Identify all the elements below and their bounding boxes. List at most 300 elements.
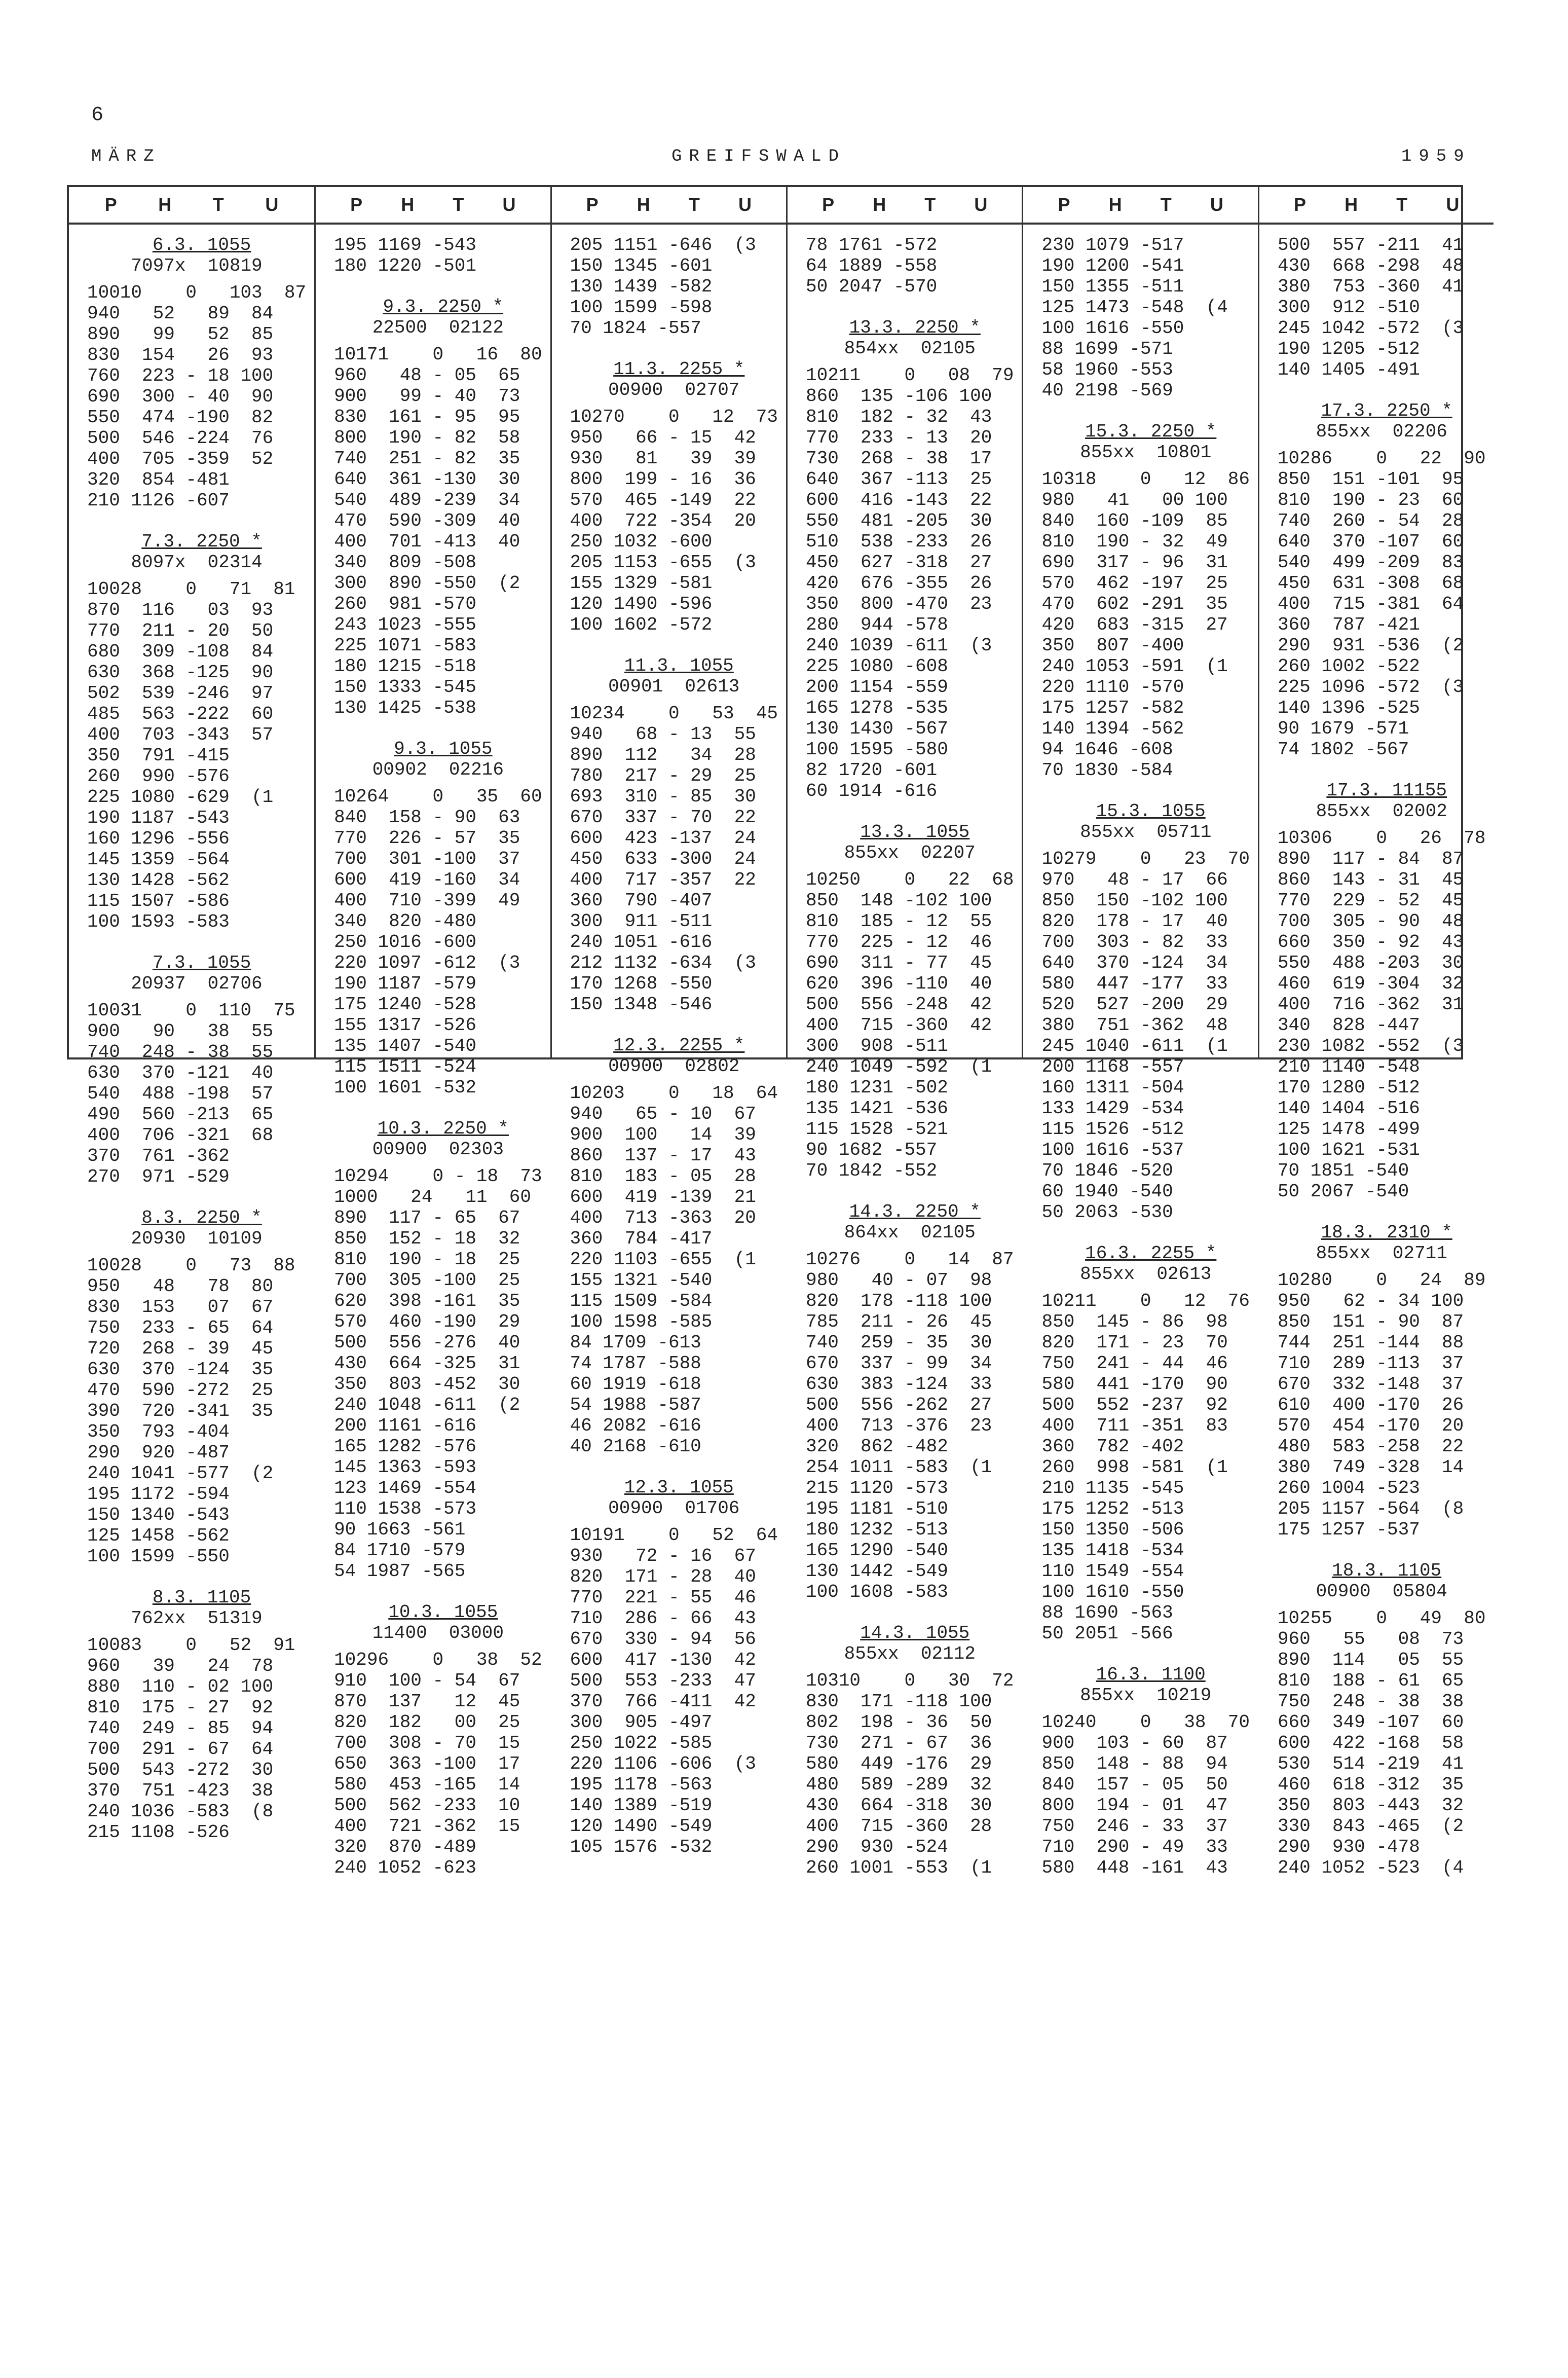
sounding-block xyxy=(1041,1243,1249,1644)
table-row: 430 668 -298 48 xyxy=(1277,255,1464,276)
table-row: 960 48 - 05 65 xyxy=(334,365,520,386)
sounding-station-code: 20937 02706 xyxy=(131,973,263,994)
table-row: 50 2051 -566 xyxy=(1041,1623,1173,1644)
sounding-station-code: 00900 05804 xyxy=(1316,1581,1447,1602)
table-row: 880 110 - 02 100 xyxy=(87,1676,274,1697)
table-row: 10083 0 52 91 xyxy=(87,1635,295,1656)
table-row: 890 117 - 84 87 xyxy=(1277,849,1464,869)
table-row: 200 1154 -559 xyxy=(806,677,948,698)
table-row: 100 1621 -531 xyxy=(1277,1140,1420,1160)
table-row: 820 182 00 25 xyxy=(334,1712,520,1733)
sounding-station-code: 00900 02802 xyxy=(608,1056,740,1077)
table-row: 830 161 - 95 95 xyxy=(334,407,520,427)
table-row: 400 706 -321 68 xyxy=(87,1125,274,1146)
table-row: 245 1042 -572 (3 xyxy=(1277,318,1464,339)
table-row: 54 1988 -587 xyxy=(570,1395,701,1415)
table-row: 600 422 -168 58 xyxy=(1277,1733,1464,1753)
table-row: 290 930 -524 xyxy=(806,1837,948,1857)
table-row: 500 557 -211 41 xyxy=(1277,235,1464,255)
table-row: 115 1507 -586 xyxy=(87,891,230,911)
table-row: 205 1153 -655 (3 xyxy=(570,552,756,573)
table-row: 750 248 - 38 38 xyxy=(1277,1691,1464,1712)
sounding-title: 13.3. 1055 xyxy=(860,822,970,843)
table-row: 175 1252 -513 xyxy=(1041,1498,1184,1519)
table-row: 690 317 - 96 31 xyxy=(1041,552,1228,573)
table-row: 254 1011 -583 (1 xyxy=(806,1457,992,1478)
sounding-title: 14.3. 2250 * xyxy=(849,1201,981,1222)
table-row: 820 178 -118 100 xyxy=(806,1291,992,1311)
table-row: 670 332 -148 37 xyxy=(1277,1374,1464,1395)
column-header-label: H xyxy=(158,194,172,215)
table-row: 10171 0 16 80 xyxy=(334,344,542,365)
table-row: 280 944 -578 xyxy=(806,614,948,635)
table-row: 810 190 - 23 60 xyxy=(1277,490,1464,510)
table-row: 270 971 -529 xyxy=(87,1166,230,1187)
table-row: 900 103 - 60 87 xyxy=(1041,1733,1228,1753)
table-row: 870 116 03 93 xyxy=(87,600,274,620)
table-row: 110 1538 -573 xyxy=(334,1498,476,1519)
table-column-3 xyxy=(552,187,788,1857)
table-row: 520 527 -200 29 xyxy=(1041,994,1228,1015)
table-row: 340 820 -480 xyxy=(334,911,476,932)
table-row: 620 398 -161 35 xyxy=(334,1291,520,1311)
table-row: 640 367 -113 25 xyxy=(806,469,992,490)
table-row: 770 225 - 12 46 xyxy=(806,932,992,953)
table-row: 740 248 - 38 55 xyxy=(87,1042,274,1063)
table-row: 10280 0 24 89 xyxy=(1277,1270,1486,1291)
table-row: 135 1407 -540 xyxy=(334,1036,476,1056)
table-row: 450 627 -318 27 xyxy=(806,552,992,573)
table-row: 700 301 -100 37 xyxy=(334,849,520,869)
table-row: 830 153 07 67 xyxy=(87,1297,274,1318)
table-column-6 xyxy=(1259,187,1494,1878)
table-row: 420 676 -355 26 xyxy=(806,573,992,594)
sounding-station-code: 00900 01706 xyxy=(608,1498,740,1519)
table-row: 450 633 -300 24 xyxy=(570,849,756,869)
table-row: 485 563 -222 60 xyxy=(87,704,274,724)
table-row: 190 1187 -579 xyxy=(334,973,476,994)
table-row: 50 2063 -530 xyxy=(1041,1202,1173,1223)
table-row: 130 1425 -538 xyxy=(334,698,476,718)
table-row: 240 1039 -611 (3 xyxy=(806,635,992,656)
table-row: 950 62 - 34 100 xyxy=(1277,1291,1464,1311)
table-row: 890 114 05 55 xyxy=(1277,1650,1464,1670)
table-row: 910 100 - 54 67 xyxy=(334,1670,520,1691)
column-body xyxy=(552,225,786,1857)
table-row: 54 1987 -565 xyxy=(334,1561,466,1582)
table-row: 220 1110 -570 xyxy=(1041,677,1184,698)
table-row: 350 791 -415 xyxy=(87,745,230,766)
table-row: 150 1340 -543 xyxy=(87,1505,230,1525)
table-row: 40 2168 -610 xyxy=(570,1436,701,1457)
table-row: 980 41 00 100 xyxy=(1041,490,1228,510)
table-row: 195 1169 -543 xyxy=(334,235,476,255)
table-row: 500 546 -224 76 xyxy=(87,428,274,449)
table-row: 240 1048 -611 (2 xyxy=(334,1395,520,1415)
table-row: 70 1824 -557 xyxy=(570,318,701,339)
table-row: 810 190 - 18 25 xyxy=(334,1249,520,1270)
table-row: 630 368 -125 90 xyxy=(87,662,274,683)
table-row: 225 1071 -583 xyxy=(334,635,476,656)
table-row: 500 553 -233 47 xyxy=(570,1670,756,1691)
table-row: 155 1317 -526 xyxy=(334,1015,476,1036)
sounding-title: 16.3. 1100 xyxy=(1096,1664,1206,1685)
table-row: 10270 0 12 73 xyxy=(570,407,778,427)
sounding-station-code: 864xx 02105 xyxy=(844,1222,976,1243)
sounding-block xyxy=(87,1208,306,1567)
table-row: 750 246 - 33 37 xyxy=(1041,1816,1228,1837)
table-row: 580 453 -165 14 xyxy=(334,1774,520,1795)
table-row: 140 1394 -562 xyxy=(1041,718,1184,739)
table-row: 700 308 - 70 15 xyxy=(334,1733,520,1753)
table-row: 620 396 -110 40 xyxy=(806,973,992,994)
table-row: 570 454 -170 20 xyxy=(1277,1415,1464,1436)
column-body xyxy=(1023,225,1257,1878)
table-row: 770 233 - 13 20 xyxy=(806,427,992,448)
table-row: 250 1032 -600 xyxy=(570,531,713,552)
column-header xyxy=(552,187,786,225)
table-row: 850 152 - 18 32 xyxy=(334,1228,520,1249)
table-row: 155 1329 -581 xyxy=(570,573,713,594)
table-row: 770 226 - 57 35 xyxy=(334,828,520,849)
table-row: 680 309 -108 84 xyxy=(87,641,274,662)
table-row: 10211 0 12 76 xyxy=(1041,1291,1250,1311)
sounding-title: 14.3. 1055 xyxy=(860,1623,970,1643)
sounding-title: 12.3. 1055 xyxy=(624,1477,734,1498)
table-row: 340 809 -508 xyxy=(334,552,476,573)
sounding-block xyxy=(1278,235,1485,380)
table-row: 820 171 - 23 70 xyxy=(1041,1332,1228,1353)
table-row: 250 1022 -585 xyxy=(570,1733,713,1753)
table-row: 10234 0 53 45 xyxy=(570,703,778,724)
table-row: 160 1296 -556 xyxy=(87,828,230,849)
table-row: 800 190 - 82 58 xyxy=(334,427,520,448)
table-column-1 xyxy=(69,187,316,1843)
table-row: 70 1830 -584 xyxy=(1041,760,1173,781)
table-row: 190 1187 -543 xyxy=(87,808,230,828)
column-header-label: T xyxy=(924,194,936,215)
table-row: 10318 0 12 86 xyxy=(1041,469,1250,490)
table-row: 850 148 -102 100 xyxy=(806,890,992,911)
table-row: 740 259 - 35 30 xyxy=(806,1332,992,1353)
table-row: 840 157 - 05 50 xyxy=(1041,1774,1228,1795)
table-row: 260 998 -581 (1 xyxy=(1041,1457,1228,1478)
table-row: 750 233 - 65 64 xyxy=(87,1318,274,1338)
sounding-title: 7.3. 2250 * xyxy=(141,531,262,552)
table-row: 770 221 - 55 46 xyxy=(570,1587,756,1608)
table-row: 125 1478 -499 xyxy=(1277,1119,1420,1140)
table-row: 180 1232 -513 xyxy=(806,1519,948,1540)
table-row: 730 268 - 38 17 xyxy=(806,448,992,469)
table-row: 950 48 78 80 xyxy=(87,1276,274,1297)
table-row: 810 188 - 61 65 xyxy=(1277,1670,1464,1691)
sounding-block xyxy=(334,235,542,276)
sounding-title: 15.3. 1055 xyxy=(1096,801,1206,822)
sounding-title: 10.3. 2250 * xyxy=(377,1118,509,1139)
table-row: 60 1919 -618 xyxy=(570,1374,701,1395)
sounding-block xyxy=(806,317,1014,801)
table-row: 770 211 - 20 50 xyxy=(87,620,274,641)
table-row: 580 449 -176 29 xyxy=(806,1753,992,1774)
table-row: 960 39 24 78 xyxy=(87,1656,274,1676)
table-row: 350 793 -404 xyxy=(87,1421,230,1442)
sounding-title: 15.3. 2250 * xyxy=(1085,421,1217,442)
sounding-block xyxy=(570,1035,778,1457)
table-row: 240 1036 -583 (8 xyxy=(87,1801,274,1822)
table-row: 850 148 - 88 94 xyxy=(1041,1753,1228,1774)
table-row: 530 514 -219 41 xyxy=(1277,1753,1464,1774)
column-body xyxy=(316,225,550,1878)
table-row: 105 1576 -532 xyxy=(570,1837,713,1857)
table-row: 350 803 -443 32 xyxy=(1277,1795,1464,1816)
sounding-title: 6.3. 1055 xyxy=(152,235,251,255)
table-row: 550 488 -203 30 xyxy=(1277,953,1464,973)
table-row: 810 190 - 32 49 xyxy=(1041,531,1228,552)
table-row: 130 1439 -582 xyxy=(570,276,713,297)
table-row: 400 710 -399 49 xyxy=(334,890,520,911)
table-row: 260 1002 -522 xyxy=(1277,656,1420,677)
sounding-block xyxy=(334,739,542,1098)
table-row: 84 1709 -613 xyxy=(570,1332,701,1353)
table-row: 150 1350 -506 xyxy=(1041,1519,1184,1540)
table-row: 860 135 -106 100 xyxy=(806,386,992,407)
table-row: 380 751 -362 48 xyxy=(1041,1015,1228,1036)
table-row: 750 241 - 44 46 xyxy=(1041,1353,1228,1374)
sounding-block xyxy=(1278,1222,1485,1540)
table-row: 570 460 -190 29 xyxy=(334,1311,520,1332)
table-row: 150 1348 -546 xyxy=(570,994,713,1015)
table-row: 123 1469 -554 xyxy=(334,1478,476,1498)
column-header-label: T xyxy=(1396,194,1408,215)
table-row: 400 703 -343 57 xyxy=(87,724,274,745)
table-row: 290 920 -487 xyxy=(87,1442,230,1463)
table-row: 140 1404 -516 xyxy=(1277,1098,1420,1119)
table-row: 88 1690 -563 xyxy=(1041,1602,1173,1623)
table-row: 370 751 -423 38 xyxy=(87,1780,274,1801)
sounding-block xyxy=(334,1602,542,1878)
table-row: 90 1663 -561 xyxy=(334,1519,466,1540)
table-row: 850 151 - 90 87 xyxy=(1277,1311,1464,1332)
table-row: 94 1646 -608 xyxy=(1041,739,1173,760)
table-row: 630 370 -121 40 xyxy=(87,1063,274,1083)
column-header-label: T xyxy=(1160,194,1172,215)
column-header xyxy=(788,187,1022,225)
table-row: 670 330 - 94 56 xyxy=(570,1629,756,1650)
table-row: 100 1610 -550 xyxy=(1041,1582,1184,1602)
table-row: 125 1458 -562 xyxy=(87,1525,230,1546)
table-row: 135 1421 -536 xyxy=(806,1098,948,1119)
table-row: 300 908 -511 xyxy=(806,1036,948,1056)
table-row: 370 766 -411 42 xyxy=(570,1691,756,1712)
table-row: 500 556 -262 27 xyxy=(806,1395,992,1415)
table-row: 155 1321 -540 xyxy=(570,1270,713,1291)
table-row: 540 489 -239 34 xyxy=(334,490,520,510)
table-row: 502 539 -246 97 xyxy=(87,683,274,704)
table-row: 770 229 - 52 45 xyxy=(1277,890,1464,911)
table-row: 115 1526 -512 xyxy=(1041,1119,1184,1140)
sounding-block xyxy=(1041,801,1249,1223)
table-row: 115 1528 -521 xyxy=(806,1119,948,1140)
sounding-title: 9.3. 1055 xyxy=(394,739,493,759)
sounding-block xyxy=(806,1201,1014,1602)
table-row: 360 787 -421 xyxy=(1277,614,1420,635)
sounding-station-code: 00901 02613 xyxy=(608,676,740,697)
table-row: 550 474 -190 82 xyxy=(87,407,274,428)
table-row: 10306 0 26 78 xyxy=(1277,828,1486,849)
table-row: 10240 0 38 70 xyxy=(1041,1712,1250,1733)
table-row: 10010 0 103 87 xyxy=(87,282,307,303)
table-row: 940 68 - 13 55 xyxy=(570,724,756,745)
column-header xyxy=(1023,187,1257,225)
table-row: 640 361 -130 30 xyxy=(334,469,520,490)
table-row: 205 1151 -646 (3 xyxy=(570,235,756,255)
table-row: 10028 0 71 81 xyxy=(87,579,295,600)
table-row: 450 631 -308 68 xyxy=(1277,573,1464,594)
table-row: 100 1601 -532 xyxy=(334,1077,476,1098)
sounding-station-code: 762xx 51319 xyxy=(131,1608,263,1629)
sounding-station-code: 855xx 02002 xyxy=(1316,801,1447,822)
table-row: 500 543 -272 30 xyxy=(87,1760,274,1780)
table-row: 890 112 34 28 xyxy=(570,745,756,765)
month-label: MÄRZ xyxy=(91,147,161,166)
table-row: 400 716 -362 31 xyxy=(1277,994,1464,1015)
table-row: 180 1231 -502 xyxy=(806,1077,948,1098)
table-row: 210 1126 -607 xyxy=(87,490,230,511)
table-row: 210 1135 -545 xyxy=(1041,1478,1184,1498)
table-row: 210 1140 -548 xyxy=(1277,1056,1420,1077)
table-row: 10255 0 49 80 xyxy=(1277,1608,1486,1629)
sounding-station-code: 854xx 02105 xyxy=(844,338,976,359)
sounding-station-code: 855xx 02112 xyxy=(844,1643,976,1664)
table-row: 900 99 - 40 73 xyxy=(334,386,520,407)
sounding-title: 9.3. 2250 * xyxy=(383,297,504,317)
table-row: 320 854 -481 xyxy=(87,469,230,490)
table-row: 70 1842 -552 xyxy=(806,1160,938,1181)
table-row: 300 911 -511 xyxy=(570,911,713,932)
table-row: 240 1052 -523 (4 xyxy=(1277,1857,1464,1878)
column-header-label: U xyxy=(265,194,279,215)
column-header-label: H xyxy=(401,194,415,215)
table-row: 810 175 - 27 92 xyxy=(87,1697,274,1718)
sounding-station-code: 855xx 02711 xyxy=(1316,1243,1447,1264)
table-row: 170 1280 -512 xyxy=(1277,1077,1420,1098)
table-row: 125 1473 -548 (4 xyxy=(1041,297,1228,318)
table-row: 130 1428 -562 xyxy=(87,870,230,891)
column-body xyxy=(69,225,314,1843)
table-row: 610 400 -170 26 xyxy=(1277,1395,1464,1415)
table-row: 400 711 -351 83 xyxy=(1041,1415,1228,1436)
table-row: 730 271 - 67 36 xyxy=(806,1733,992,1753)
sounding-title: 12.3. 2255 * xyxy=(613,1035,745,1056)
table-row: 470 590 -272 25 xyxy=(87,1380,274,1401)
table-row: 320 862 -482 xyxy=(806,1436,948,1457)
sounding-station-code: 7097x 10819 xyxy=(131,255,263,276)
table-row: 350 800 -470 23 xyxy=(806,594,992,614)
column-body xyxy=(788,225,1022,1878)
table-row: 230 1082 -552 (3 xyxy=(1277,1036,1464,1056)
table-row: 700 291 - 67 64 xyxy=(87,1739,274,1760)
table-row: 740 260 - 54 28 xyxy=(1277,510,1464,531)
sounding-station-code: 855xx 02207 xyxy=(844,843,976,863)
sounding-block xyxy=(1278,1560,1485,1878)
table-row: 690 311 - 77 45 xyxy=(806,953,992,973)
column-header-label: H xyxy=(1108,194,1122,215)
column-header-label: P xyxy=(350,194,363,215)
sounding-station-code: 855xx 10801 xyxy=(1080,442,1212,463)
table-row: 220 1097 -612 (3 xyxy=(334,953,520,973)
sounding-block xyxy=(806,235,1014,297)
table-row: 710 290 - 49 33 xyxy=(1041,1837,1228,1857)
table-row: 10028 0 73 88 xyxy=(87,1255,295,1276)
table-row: 165 1282 -576 xyxy=(334,1436,476,1457)
sounding-block xyxy=(87,235,306,511)
table-row: 140 1405 -491 xyxy=(1277,359,1420,380)
table-row: 10211 0 08 79 xyxy=(806,365,1014,386)
table-row: 60 1914 -616 xyxy=(806,781,938,801)
column-header-label: U xyxy=(1446,194,1460,215)
column-header-label: U xyxy=(502,194,516,215)
sounding-block xyxy=(1041,235,1249,401)
sounding-title: 8.3. 2250 * xyxy=(141,1208,262,1228)
table-row: 300 890 -550 (2 xyxy=(334,573,520,594)
table-row: 330 843 -465 (2 xyxy=(1277,1816,1464,1837)
table-row: 890 99 52 85 xyxy=(87,324,274,345)
sounding-block xyxy=(87,953,306,1187)
sounding-title: 11.3. 2255 * xyxy=(613,359,745,380)
table-row: 780 217 - 29 25 xyxy=(570,765,756,786)
sounding-title: 7.3. 1055 xyxy=(152,953,251,973)
table-row: 180 1220 -501 xyxy=(334,255,476,276)
column-header-label: H xyxy=(637,194,650,215)
table-row: 150 1355 -511 xyxy=(1041,276,1184,297)
table-row: 225 1080 -608 xyxy=(806,656,948,677)
table-row: 480 583 -258 22 xyxy=(1277,1436,1464,1457)
table-column-2 xyxy=(316,187,551,1878)
table-row: 940 52 89 84 xyxy=(87,303,274,324)
table-row: 135 1418 -534 xyxy=(1041,1540,1184,1561)
table-row: 230 1079 -517 xyxy=(1041,235,1184,255)
table-row: 460 618 -312 35 xyxy=(1277,1774,1464,1795)
table-row: 240 1051 -616 xyxy=(570,932,713,953)
table-column-4 xyxy=(788,187,1023,1878)
sounding-block xyxy=(334,1118,542,1582)
table-row: 115 1509 -584 xyxy=(570,1291,713,1311)
table-row: 100 1616 -550 xyxy=(1041,318,1184,339)
table-row: 260 1004 -523 xyxy=(1277,1478,1420,1498)
table-row: 200 1168 -557 xyxy=(1041,1056,1184,1077)
table-row: 70 1851 -540 xyxy=(1277,1160,1409,1181)
table-row: 165 1290 -540 xyxy=(806,1540,948,1561)
table-row: 170 1268 -550 xyxy=(570,973,713,994)
sounding-title: 8.3. 1105 xyxy=(152,1587,251,1608)
table-row: 220 1103 -655 (1 xyxy=(570,1249,756,1270)
table-row: 400 721 -362 15 xyxy=(334,1816,520,1837)
table-row: 300 905 -497 xyxy=(570,1712,713,1733)
table-row: 850 150 -102 100 xyxy=(1041,890,1228,911)
sounding-block xyxy=(570,235,778,339)
table-row: 670 337 - 99 34 xyxy=(806,1353,992,1374)
table-row: 175 1257 -537 xyxy=(1277,1519,1420,1540)
table-row: 350 803 -452 30 xyxy=(334,1374,520,1395)
sounding-station-code: 855xx 05711 xyxy=(1080,822,1212,843)
table-row: 88 1699 -571 xyxy=(1041,339,1173,359)
sounding-table xyxy=(67,185,1486,1878)
table-row: 550 481 -205 30 xyxy=(806,510,992,531)
table-row: 400 715 -360 42 xyxy=(806,1015,992,1036)
table-row: 290 931 -536 (2 xyxy=(1277,635,1464,656)
table-row: 800 199 - 16 36 xyxy=(570,469,756,490)
table-row: 400 713 -363 20 xyxy=(570,1208,756,1228)
